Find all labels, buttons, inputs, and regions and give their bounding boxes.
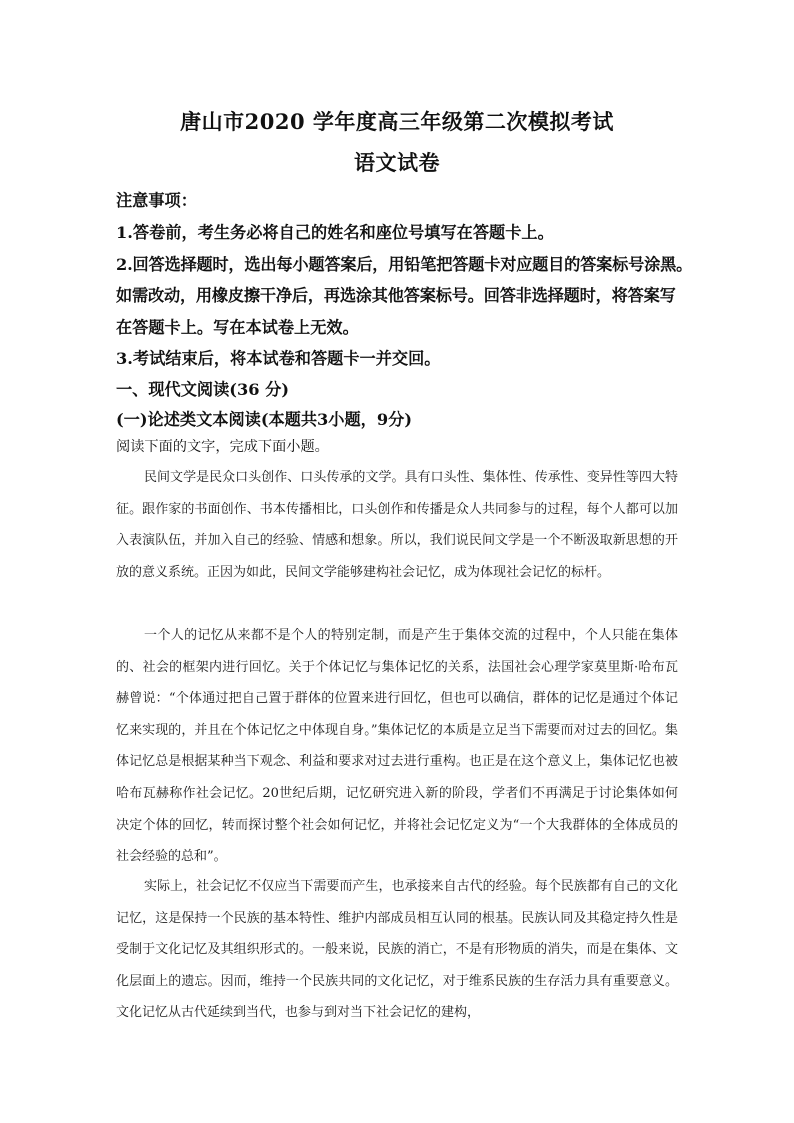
exam-title: 唐山市2020 学年度高三年级第二次模拟考试 bbox=[180, 109, 614, 134]
notice-item-3: 3.考试结束后，将本试卷和答题卡一并交回。 bbox=[116, 349, 441, 368]
passage-paragraph-3: 实际上，社会记忆不仅应当下需要而产生，也承接来自古代的经验。每个民族都有自己的文化记忆，这是保持一个民族的基本特性、维护内部成员相互认同的根基。民族认同及其稳定持久性是受制于文化记忆及其组织形式的。一般来说，民族的消亡，不是有形物质的消失，而是在集体、文化层面上的遗忘。因而，维持一个民族共同的文化记忆，对于维系民族的生存活力具有重要意义。文化记忆从古代延续到当代，也参与到对当下社会记忆的建构， bbox=[116, 879, 678, 1021]
reading-instruction: 阅读下面的文字，完成下面小题。 bbox=[116, 439, 329, 455]
section-heading: 一、现代文阅读(36 分) bbox=[116, 380, 289, 399]
notice-item-2-line-3: 在答题卡上。写在本试卷上无效。 bbox=[116, 318, 359, 337]
passage-paragraph-2: 一个人的记忆从来都不是个人的特别定制，而是产生于集体交流的过程中，个人只能在集体的、社会的框架内进行回忆。关于个体记忆与集体记忆的关系，法国社会心理学家莫里斯·哈布瓦赫曾说：“个体通过把自己置于群体的位置来进行回忆，但也可以确信，群体的记忆是通过个体记忆来实现的，并且在个体记忆之中体现自身。”集体记忆的本质是立足当下需要而对过去的回忆。集体记忆总是根据某种当下观念、利益和要求对过去进行重构。也正是在这个意义上，集体记忆也被哈布瓦赫称作社会记忆。20世纪后期，记忆研究进入新的阶段，学者们不再满足于讨论集体如何决定个体的回忆，转而探讨整个社会如何记忆，并将社会记忆定义为“一个大我群体的全体成员的社会经验的总和”。 bbox=[116, 628, 678, 865]
notice-item-2-line-2: 如需改动，用橡皮擦干净后，再选涂其他答案标号。回答非选择题时，将答案写 bbox=[116, 286, 676, 305]
notice-item-1: 1.答卷前，考生务必将自己的姓名和座位号填写在答题卡上。 bbox=[116, 223, 554, 242]
notice-item-2-line-1: 2.回答选择题时，选出每小题答案后，用铅笔把答题卡对应题目的答案标号涂黑。 bbox=[116, 255, 693, 274]
passage-paragraph-1: 民间文学是民众口头创作、口头传承的文学。具有口头性、集体性、传承性、变异性等四大特征。跟作家的书面创作、书本传播相比，口头创作和传播是众人共同参与的过程，每个人都可以加入表演队伍，并加入自己的经验、情感和想象。所以，我们说民间文学是一个不断汲取新思想的开放的意义系统。正因为如此，民间文学能够建构社会记忆，成为体现社会记忆的标杆。 bbox=[116, 470, 678, 580]
exam-subtitle: 语文试卷 bbox=[354, 150, 440, 175]
notice-heading: 注意事项： bbox=[116, 191, 197, 210]
subsection-heading: (一)论述类文本阅读(本题共3小题，9分) bbox=[116, 410, 412, 429]
